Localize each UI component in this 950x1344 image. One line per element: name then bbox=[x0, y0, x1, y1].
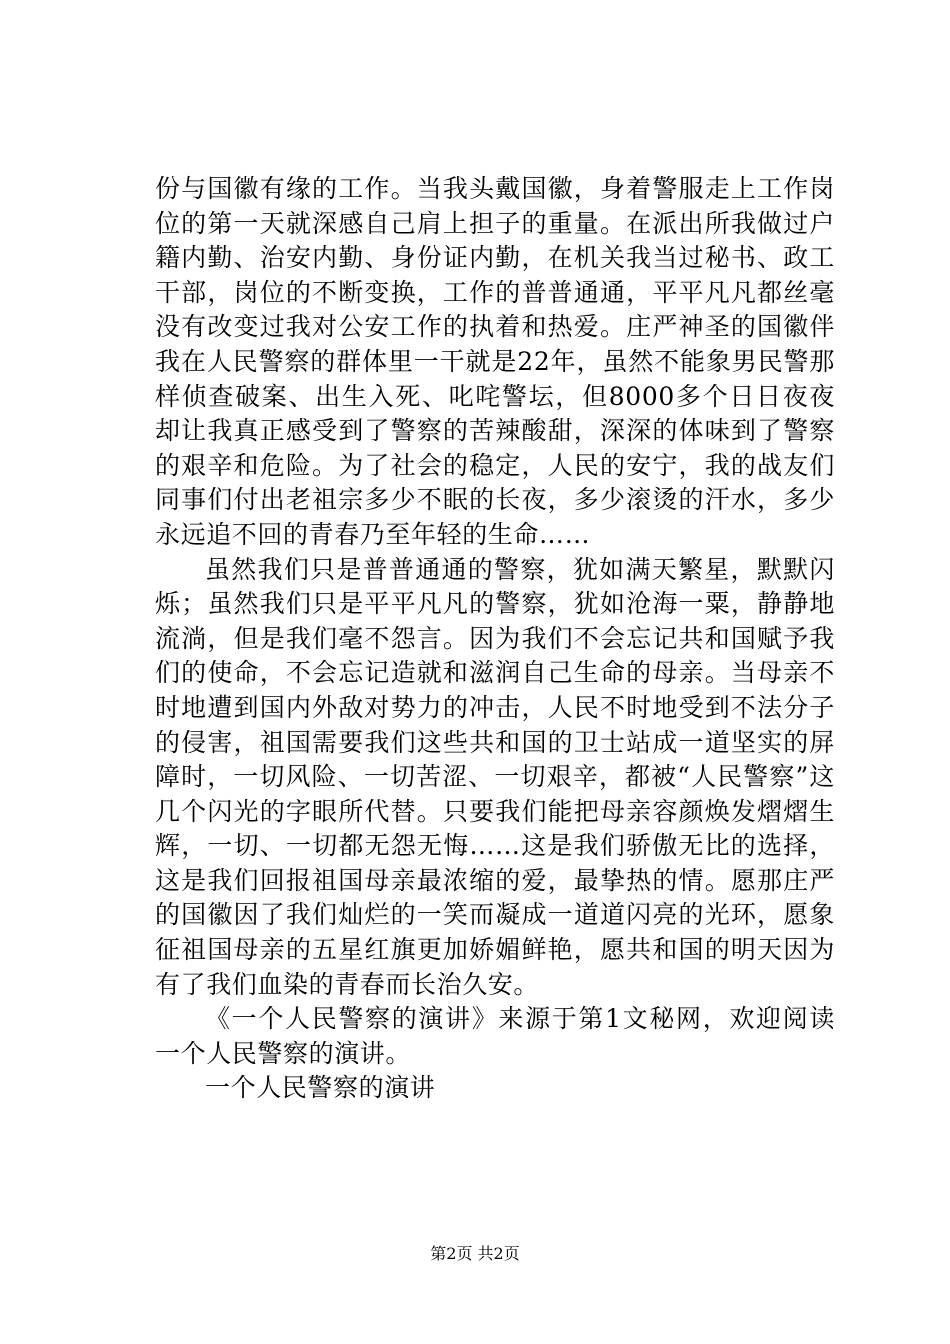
paragraph-source-note: 《一个人民警察的演讲》来源于第1文秘网，欢迎阅读一个人民警察的演讲。 bbox=[155, 1004, 835, 1068]
paragraph-2: 虽然我们只是普普通通的警察，犹如满天繁星，默默闪烁；虽然我们只是平平凡凡的警察，犹如沧海一粟，静静地流淌，但是我们毫不怨言。因为我们不会忘记共和国赋予我们的使命，不会忘记造就和滋润自己生命的母亲。当母亲不时地遭到国内外敌对势力的冲击，人民不时地受到不法分子的侵害，祖国需要我们这些共和国的卫士站成一道坚实的屏障时，一切风险、一切苦涩、一切艰辛，都被“人民警察”这几个闪光的字眼所代替。只要我们能把母亲容颜焕发熠熠生辉，一切、一切都无怨无悔……这是我们骄傲无比的选择，这是我们回报祖国母亲最浓缩的爱，最挚热的情。愿那庄严的国徽因了我们灿烂的一笑而凝成一道道闪亮的光环，愿象征祖国母亲的五星红旗更加娇媚鲜艳，愿共和国的明天因为有了我们血染的青春而长治久安。 bbox=[155, 554, 835, 999]
paragraph-1: 份与国徽有缘的工作。当我头戴国徽，身着警服走上工作岗位的第一天就深感自己肩上担子的重量。在派出所我做过户籍内勤、治安内勤、身份证内勤，在机关我当过秘书、政工干部，岗位的不断变换，工作的普普通通，平平凡凡都丝毫没有改变过我对公安工作的执着和热爱。庄严神圣的国徽伴我在人民警察的群体里一干就是22年，虽然不能象男民警那样侦查破案、出生入死、叱咤警坛，但8000多个日日夜夜却让我真正感受到了警察的苦辣酸甜，深深的体味到了警察的艰辛和危险。为了社会的稳定，人民的安宁，我的战友们同事们付出老祖宗多少不眠的长夜，多少滚烫的汗水，多少永远追不回的青春乃至年轻的生命…… bbox=[155, 174, 835, 549]
document-body bbox=[155, 172, 835, 1106]
paragraph-title-line: 一个人民警察的演讲 bbox=[205, 1073, 436, 1103]
page-number-footer: 第2页 共2页 bbox=[430, 1244, 520, 1263]
